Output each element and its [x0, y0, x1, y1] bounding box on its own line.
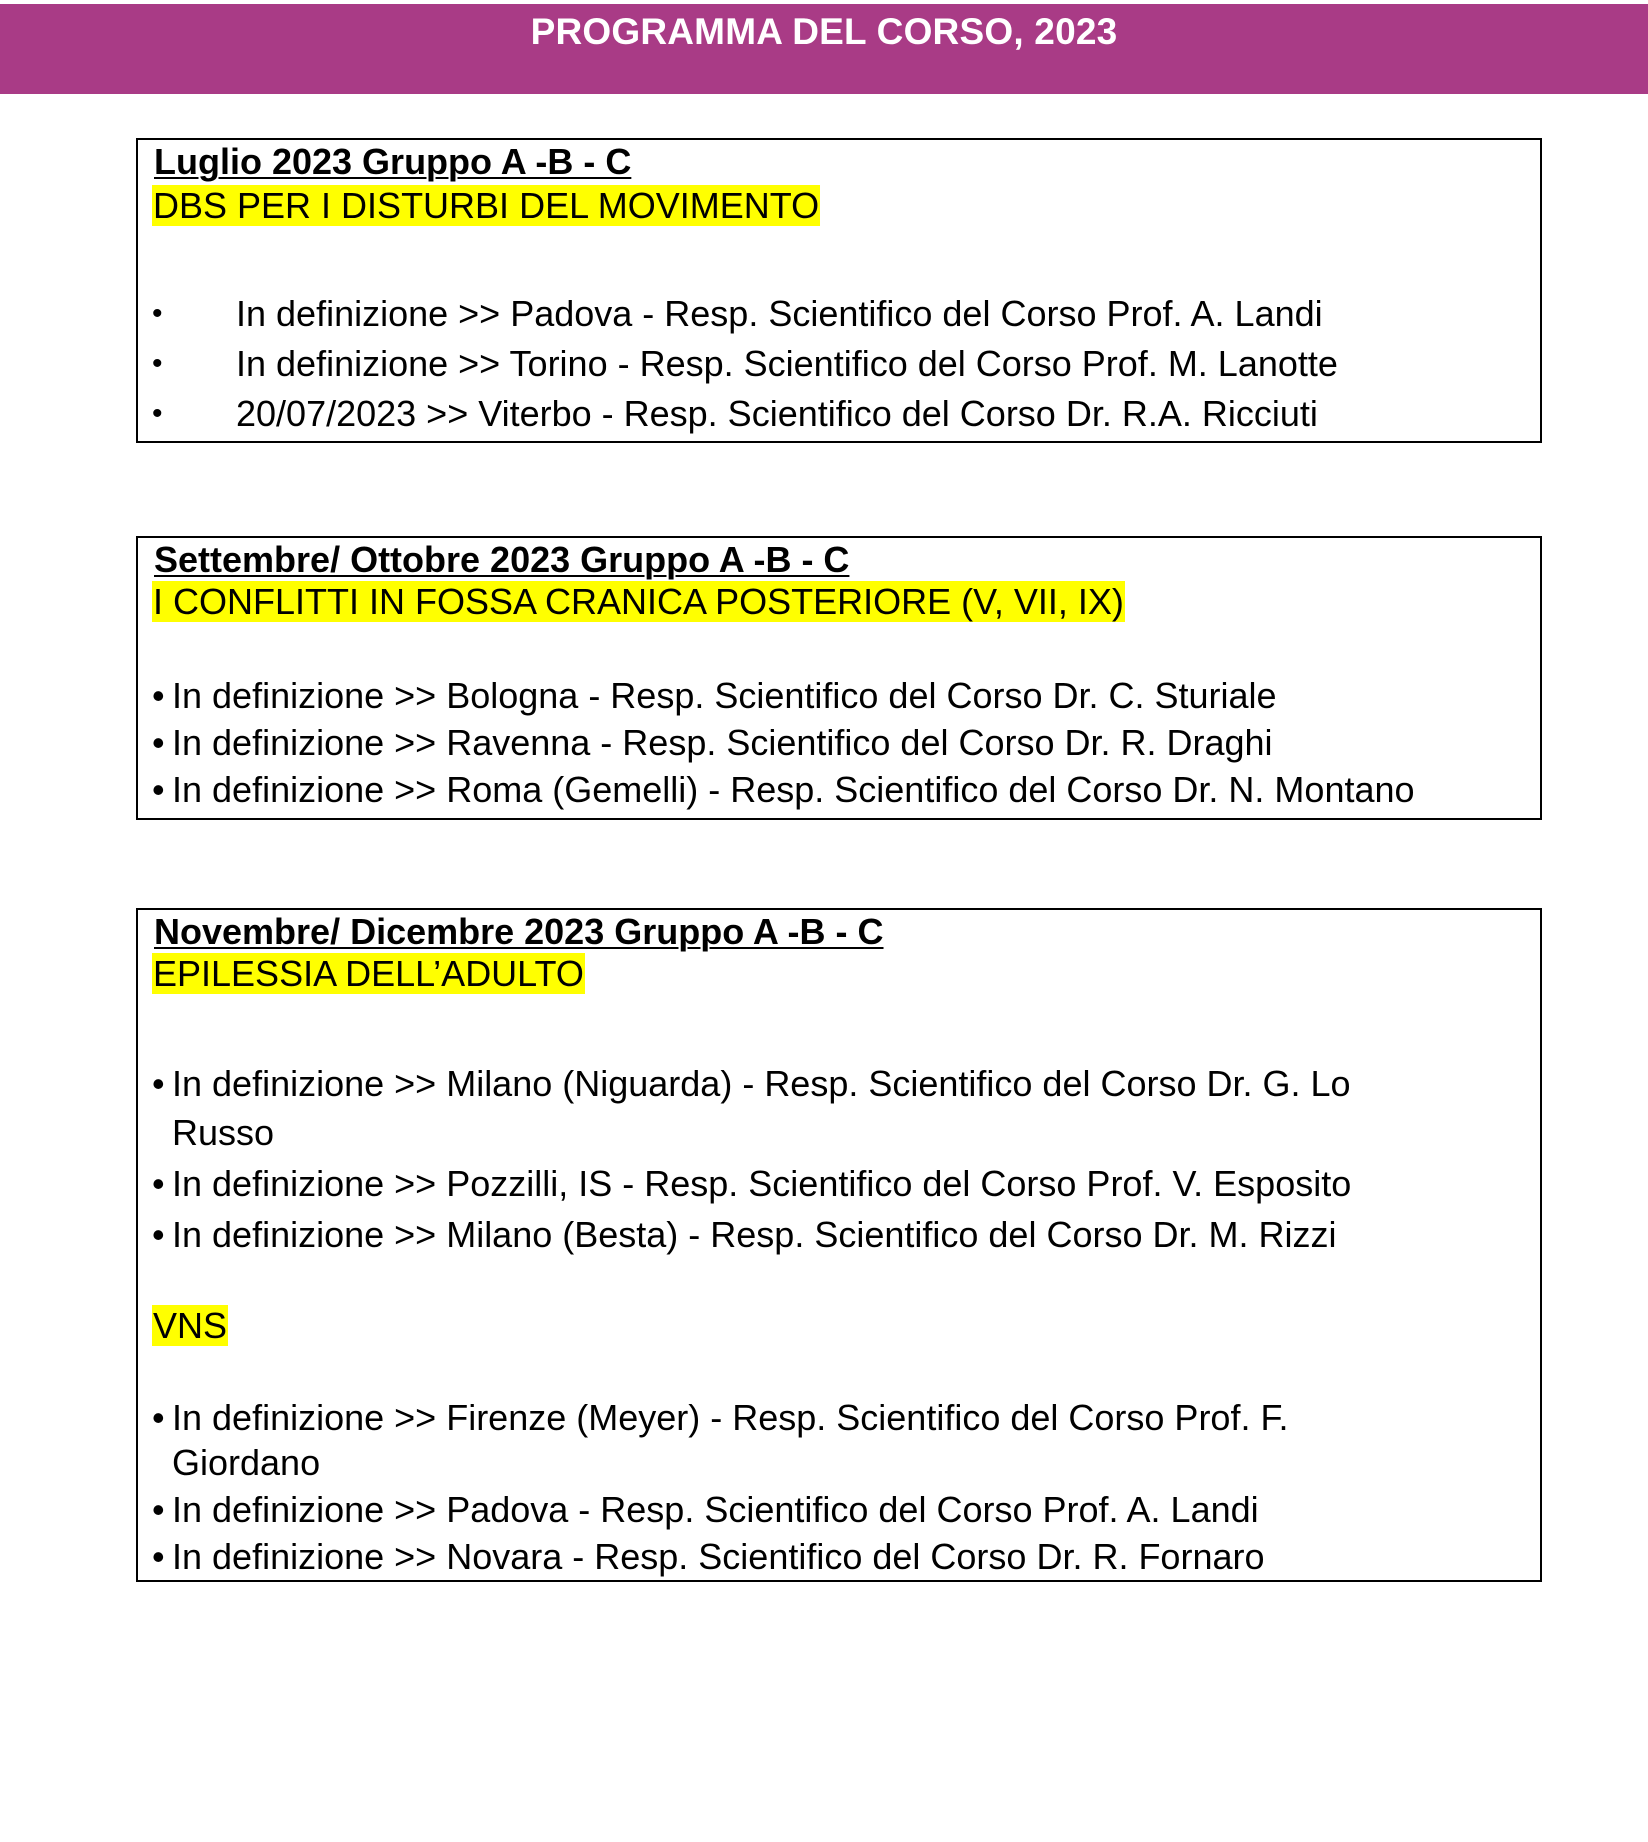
- section-heading: Luglio 2023 Gruppo A -B - C: [154, 141, 632, 182]
- bullet-icon: •: [152, 347, 163, 380]
- section-heading: Novembre/ Dicembre 2023 Gruppo A -B - C: [154, 911, 884, 952]
- bullet-icon: •: [152, 1489, 165, 1530]
- section-heading: Settembre/ Ottobre 2023 Gruppo A -B - C: [154, 539, 850, 580]
- page-title: PROGRAMMA DEL CORSO, 2023: [530, 11, 1118, 52]
- bullet-icon: •: [152, 1214, 165, 1255]
- bullet-icon: •: [152, 1063, 165, 1104]
- section-topic-vns: VNS: [153, 1305, 228, 1346]
- bullet-icon: •: [152, 1163, 165, 1204]
- section-topic: EPILESSIA DELL’ADULTO: [153, 953, 584, 994]
- bullet-icon: •: [152, 297, 163, 330]
- bullet-icon: •: [152, 1397, 165, 1438]
- section-sep-oct: Settembre/ Ottobre 2023 Gruppo A -B - C I CONFLITTI IN FOSSA CRANICA POSTERIORE (V, VII, IX) • In definizione >> Bologna - Resp. Scientifico del Corso Dr. C. Sturiale • In definizione >> Ravenna - Resp. Scientifico del Corso Dr. R. Draghi • In definizione >> Roma (Gemelli) - Resp. Scientifico del Corso Dr. N. Montano: [136, 536, 1542, 820]
- bullet-icon: •: [152, 769, 165, 810]
- bullet-icon: •: [152, 675, 165, 716]
- bullet-icon: •: [152, 722, 165, 763]
- section-nov-dec: Novembre/ Dicembre 2023 Gruppo A -B - C EPILESSIA DELL’ADULTO • In definizione >> Milano (Niguarda) - Resp. Scientifico del Corso Dr. G. Lo Russo • In definizione >> Pozzilli, IS - Resp. Scientifico del Corso Prof. V. Esposito • In definizione >> Milano (Besta) - Resp. Scientifico del Corso Dr. M. Rizzi VNS • In definizione >> Firenze (Meyer) - Resp. Scientifico del Corso Prof. F. Giordano • In definizione >> Padova - Resp. Scientifico del Corso Prof. A. Landi • In definizione >> Novara - Resp. Scientifico del Corso Dr. R. Fornaro: [136, 908, 1542, 1582]
- section-topic: I CONFLITTI IN FOSSA CRANICA POSTERIORE (V, VII, IX): [153, 581, 1124, 622]
- bullet-icon: •: [152, 1536, 165, 1577]
- header-band: [0, 4, 1648, 94]
- section-topic: DBS PER I DISTURBI DEL MOVIMENTO: [153, 185, 820, 226]
- bullet-icon: •: [152, 397, 163, 430]
- section-july: Luglio 2023 Gruppo A -B - C DBS PER I DISTURBI DEL MOVIMENTO • In definizione >> Padova - Resp. Scientifico del Corso Prof. A. Landi • In definizione >> Torino - Resp. Scientifico del Corso Prof. M. Lanotte • 20/07/2023 >> Viterbo - Resp. Scientifico del Corso Dr. R.A. Ricciuti: [136, 138, 1542, 443]
